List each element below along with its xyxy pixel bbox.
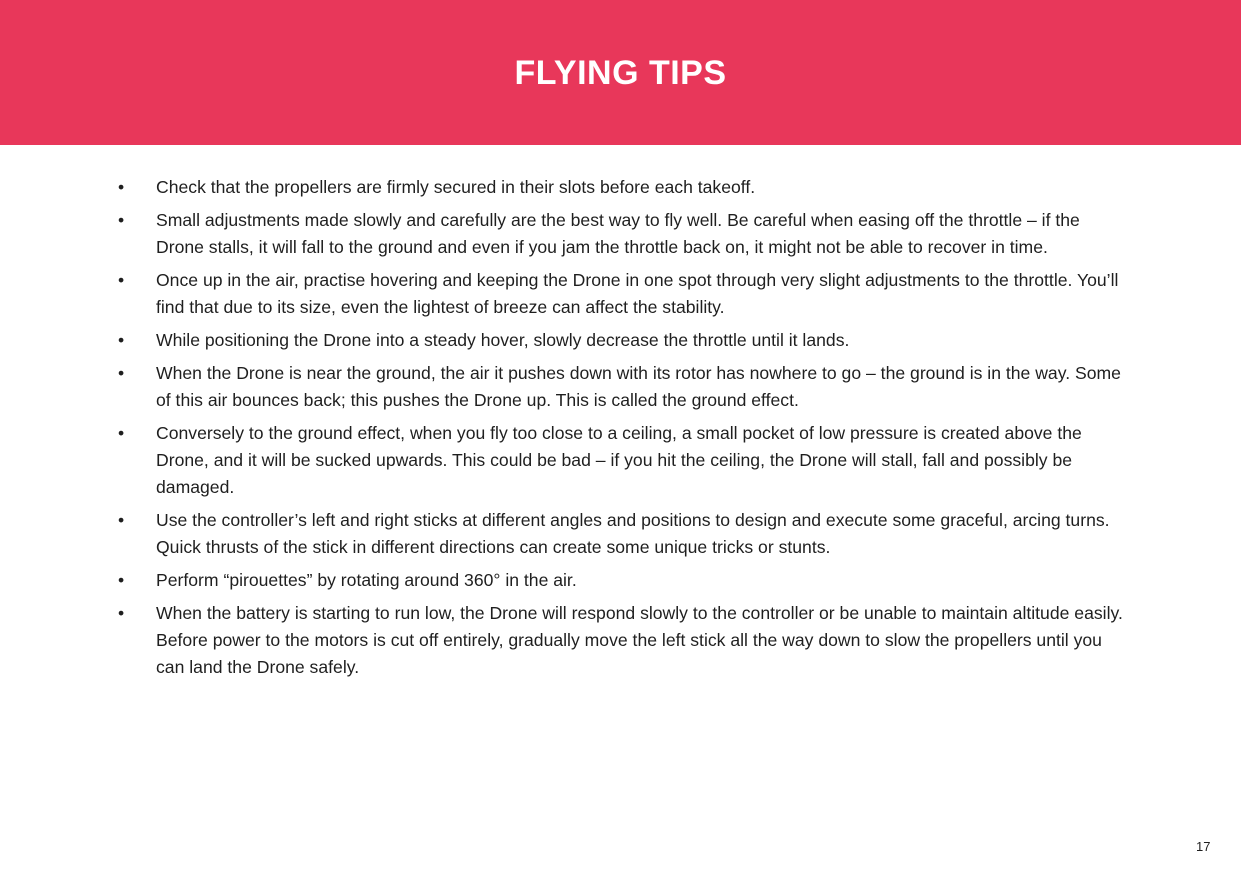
bullet-icon: •: [118, 603, 125, 623]
tip-text: Once up in the air, practise hovering and keeping the Drone in one spot through very slight adjustments to the throttle. You’ll find that due to its size, even the lightest of breeze can affect the stability.: [156, 270, 1119, 317]
list-item: [112, 360, 1127, 414]
bullet-icon: •: [118, 570, 125, 590]
list-item: [112, 267, 1127, 321]
bullet-icon: •: [118, 270, 125, 290]
tip-text: Conversely to the ground effect, when you fly too close to a ceiling, a small pocket of low pressure is created above the Drone, and it will be sucked upwards. This could be bad – if you hit the ceiling, the Drone will stall, fall and possibly be damaged.: [156, 423, 1082, 497]
page-number: 17: [1196, 839, 1211, 854]
list-item: [112, 174, 1127, 201]
list-item: [112, 327, 1127, 354]
list-item: [112, 420, 1127, 501]
bullet-icon: •: [118, 177, 125, 197]
bullet-icon: •: [118, 363, 125, 383]
list-item: [112, 600, 1127, 681]
tip-text: Check that the propellers are firmly secured in their slots before each takeoff.: [156, 177, 756, 197]
bullet-icon: •: [118, 510, 125, 530]
tip-text: When the battery is starting to run low, the Drone will respond slowly to the controller or be unable to maintain altitude easily. Before power to the motors is cut off entirely, gradually move the left stick all the way down to slow the propellers until you can land the Drone safely.: [156, 603, 1123, 677]
tips-list: [112, 174, 1127, 687]
tip-text: While positioning the Drone into a steady hover, slowly decrease the throttle until it lands.: [156, 330, 850, 350]
tip-text: Perform “pirouettes” by rotating around 360° in the air.: [156, 570, 577, 590]
list-item: [112, 207, 1127, 261]
list-item: [112, 567, 1127, 594]
tip-text: Use the controller’s left and right sticks at different angles and positions to design and execute some graceful, arcing turns. Quick thrusts of the stick in different directions can create some unique tricks or stunts.: [156, 510, 1110, 557]
tip-text: When the Drone is near the ground, the air it pushes down with its rotor has nowhere to go – the ground is in the way. Some of this air bounces back; this pushes the Drone up. This is called the ground effect.: [156, 363, 1121, 410]
tip-text: Small adjustments made slowly and carefully are the best way to fly well. Be careful when easing off the throttle – if the Drone stalls, it will fall to the ground and even if you jam the throttle back on, it might not be able to recover in time.: [156, 210, 1080, 257]
page-title: FLYING TIPS: [514, 54, 727, 92]
bullet-icon: •: [118, 210, 125, 230]
list-item: [112, 507, 1127, 561]
bullet-icon: •: [118, 423, 125, 443]
bullet-icon: •: [118, 330, 125, 350]
